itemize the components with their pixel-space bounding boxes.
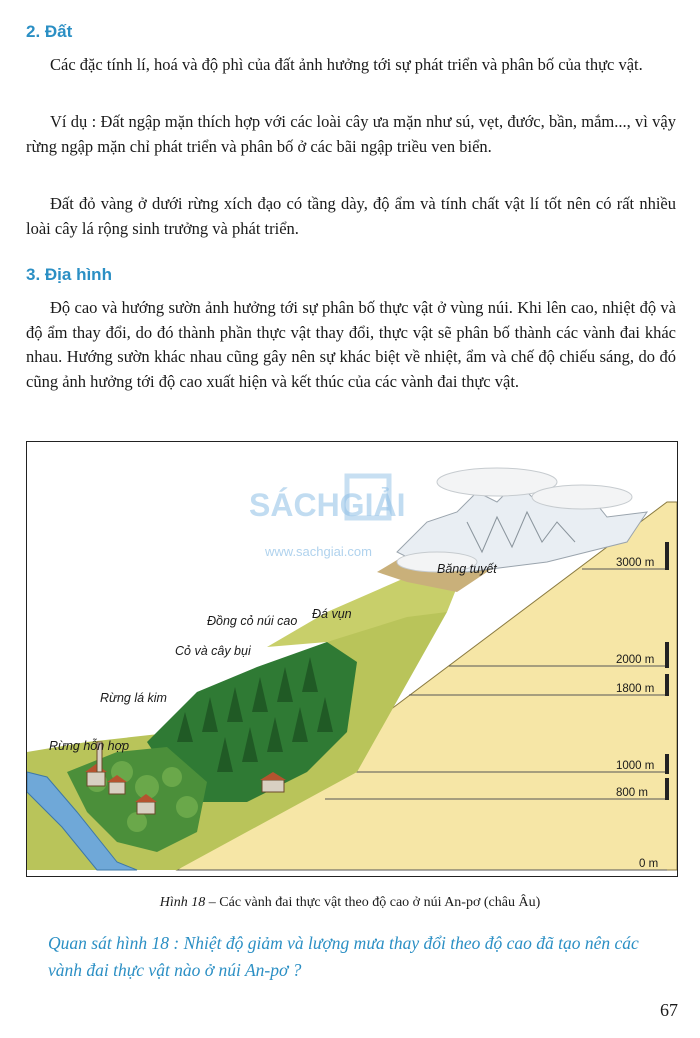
figure-18-vegetation-belts — [26, 441, 678, 877]
label-grass-shrub: Cỏ và cây bụi — [175, 644, 251, 658]
altitude-1000: 1000 m — [616, 760, 655, 772]
section-3-paragraph-1: Độ cao và hướng sườn ảnh hưởng tới sự phân bố thực vật ở vùng núi. Khi lên cao, nhiệt độ và độ ẩm thay đổi, do đó thành phần thực vật thay đổi, thực vật sẽ phân bố thành các vành đai khác nhau. Hướng sườn khác nhau cũng gây nên sự khác biệt về nhiệt, ẩm và chế độ chiếu sáng, do đó cũng ảnh hưởng tới độ cao xuất hiện và kết thúc của các vành đai thực vật. — [26, 298, 676, 391]
section-2-paragraph-3: Đất đỏ vàng ở dưới rừng xích đạo có tầng dày, độ ẩm và tính chất vật lí tốt nên có rất nhiều loài cây lá rộng sinh trưởng và phát triển. — [26, 194, 676, 238]
altitude-2000: 2000 m — [616, 654, 655, 666]
altitude-800: 800 m — [616, 787, 648, 799]
page-number: 67 — [660, 1000, 678, 1020]
section-2-paragraph-1: Các đặc tính lí, hoá và độ phì của đất ảnh hưởng tới sự phát triển và phân bố của thực vật. — [50, 55, 643, 74]
observation-question: Quan sát hình 18 : Nhiệt độ giảm và lượng mưa thay đổi theo độ cao đã tạo nên các vành đai thực vật nào ở núi An-pơ ? — [48, 933, 639, 980]
figure-caption-text: – Các vành đai thực vật theo độ cao ở núi An-pơ (châu Âu) — [205, 895, 541, 910]
label-snow: Băng tuyết — [437, 562, 497, 576]
label-conifer-forest: Rừng lá kim — [100, 691, 167, 705]
figure-number: Hình 18 — [159, 895, 206, 910]
section-2-paragraph-2: Ví dụ : Đất ngập mặn thích hợp với các loài cây ưa mặn như sú, vẹt, đước, bần, mắm..., vì vậy rừng ngập mặn chỉ phát triển và phân bố ở các bãi ngập triều ven biển. — [26, 112, 676, 156]
label-alpine-meadow: Đồng cỏ núi cao — [207, 614, 298, 628]
watermark-brand: SÁCHGIẢI — [249, 487, 406, 523]
label-rubble: Đá vụn — [312, 607, 352, 621]
altitude-3000: 3000 m — [616, 557, 655, 569]
altitude-1800: 1800 m — [616, 683, 655, 695]
label-mixed-forest: Rừng hỗn hợp — [49, 739, 130, 753]
figure-caption — [0, 895, 700, 911]
section-2-heading: 2. Đất — [26, 22, 73, 41]
section-3-heading: 3. Địa hình — [26, 265, 112, 284]
watermark-url: www.sachgiai.com — [265, 544, 372, 559]
altitude-0: 0 m — [639, 858, 659, 870]
